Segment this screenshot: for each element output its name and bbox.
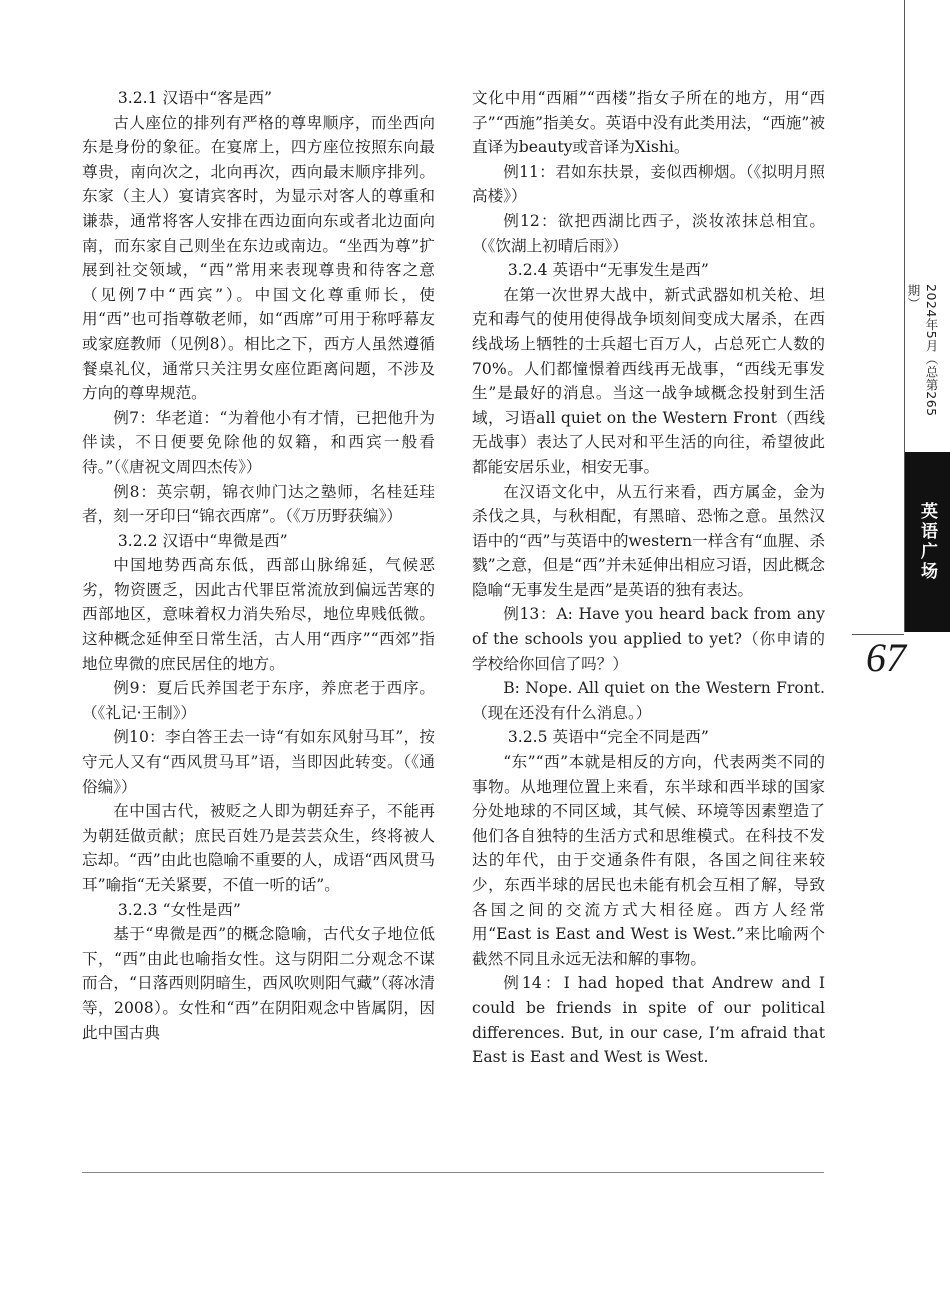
example-sentence: 例13：A: Have you heard back from any of the schools you applied to yet?（你申请的学校给你回信了吗？）	[472, 605, 825, 673]
example-sentence: 例7：华老道：“为着他小有才情，已把他升为伴读，不日便要免除他的奴籍，和西宾一般看待。”（《唐祝文周四杰传》）	[82, 408, 435, 476]
body-paragraph: 在第一次世界大战中，新式武器如机关枪、坦克和毒气的使用使得战争顷刻间变成大屠杀，在西线战场上牺牲的士兵超七百万人，占总死亡人数的70%。人们都憧憬着西线再无战事，“西线无事发生”是最好的消息。当这一战争域概念投射到生活域，习语all quiet on the Western Front（西线无战事）表达了人民对和平生活的向往，希望彼此都能安居乐业，相安无事。	[472, 285, 825, 476]
body-paragraph: 基于“卑微是西”的概念隐喻，古代女子地位低下，“西”由此也喻指女性。这与阴阳二分观念不谋而合，“日落西则阴暗生，西风吹则阳气藏”（蒋冰清 等，2008）。女性和“西”在阴阳观念中皆属阴，因此中国古典	[82, 925, 435, 1042]
left-column	[82, 86, 435, 1045]
section-label: 英语广场	[917, 502, 937, 582]
body-paragraph: 中国地势西高东低，西部山脉绵延，气候恶劣，物资匮乏，因此古代罪臣常流放到偏远苦寒的西部地区，意味着权力消失殆尽，地位卑贱低微。这种概念延伸至日常生活，古人用“西序”“西郊”指地位卑微的庶民居住的地方。	[82, 556, 435, 673]
example-sentence: B: Nope. All quiet on the Western Front.（现在还没有什么消息。）	[472, 679, 825, 722]
body-paragraph: 在汉语文化中，从五行来看，西方属金，金为杀伐之具，与秋相配，有黑暗、恐怖之意。虽然汉语中的“西”与英语中的western一样含有“血腥、杀戮”之意，但是“西”并未延伸出相应习语，因此概念隐喻“无事发生是西”是英语的独有表达。	[472, 482, 825, 599]
example-sentence: 例10：李白答王去一诗“有如东风射马耳”，按守元人又有“西风贯马耳”语，当即因此转变。（《通俗编》）	[82, 728, 435, 796]
footer-divider	[82, 1172, 824, 1173]
section-tab	[905, 452, 950, 632]
section-heading: 3.2.2 汉语中“卑微是西”	[117, 531, 288, 550]
page-number: 67	[866, 635, 906, 680]
section-heading: 3.2.5 英语中“完全不同是西”	[507, 728, 709, 747]
example-sentence: 例12：欲把西湖比西子，淡妆浓抹总相宜。（《饮湖上初晴后雨》）	[472, 211, 825, 255]
example-sentence: 例8：英宗朝，锦衣帅门达之塾师，名桂廷珪者，刻一牙印曰“锦衣西席”。（《万历野获编》）	[82, 482, 435, 526]
body-paragraph: 文化中用“西厢”“西楼”指女子所在的地方，用“西子”“西施”指美女。英语中没有此类用法，“西施”被直译为beauty或音译为Xishi。	[472, 89, 825, 157]
body-paragraph: “东”“西”本就是相反的方向，代表两类不同的事物。从地理位置上来看，东半球和西半球的国家分处地球的不同区域，其气候、环境等因素塑造了他们各自独特的生活方式和思维模式。在科技不发达的年代，由于交通条件有限，各国之间往来较少，东西半球的居民也未能有机会互相了解，导致各国之间的交流方式大相径庭。西方人经常用“East is East and West is West.”来比喻两个截然不同且永远无法和解的事物。	[472, 753, 825, 968]
example-sentence: 例11：君如东扶景，妾似西柳烟。（《拟明月照高楼》）	[472, 162, 825, 206]
right-column	[472, 86, 825, 1070]
section-heading: 3.2.4 英语中“无事发生是西”	[507, 261, 709, 280]
section-heading: 3.2.1 汉语中“客是西”	[117, 89, 273, 107]
body-paragraph: 在中国古代，被贬之人即为朝廷弃子，不能再为朝廷做贡献；庶民百姓乃是芸芸众生，终将被人忘却。“西”由此也隐喻不重要的人，成语“西风贯马耳”喻指“无关紧要，不值一听的话”。	[82, 802, 435, 894]
issue-label: 2024年5月（总第265期）	[906, 284, 939, 417]
section-heading: 3.2.3 “女性是西”	[117, 900, 241, 919]
example-sentence: 例14：I had hoped that Andrew and I could be friends in spite of our political differences. But, in our case, I’m afraid that East is East and West is West.	[472, 974, 825, 1067]
body-paragraph: 古人座位的排列有严格的尊卑顺序，而坐西向东是身份的象征。在宴席上，四方座位按照东向最尊贵，南向次之，北向再次，西向最末顺序排列。东家（主人）宴请宾客时，为显示对客人的尊重和谦恭，通常将客人安排在西边面向东或者北边面向南，而东家自己则坐在东边或南边。“坐西为尊”扩展到社交领域，“西”常用来表现尊贵和待客之意（见例7中“西宾”）。中国文化尊重师长，使用“西”也可指尊敬老师，如“西席”可用于称呼幕友或家庭教师（见例8）。相比之下，西方人虽然遵循餐桌礼仪，通常只关注男女座位距离问题，不涉及方向的尊卑规范。	[82, 113, 435, 403]
example-sentence: 例9：夏后氏养国老于东序，养庶老于西序。（《礼记·王制》）	[82, 679, 435, 722]
